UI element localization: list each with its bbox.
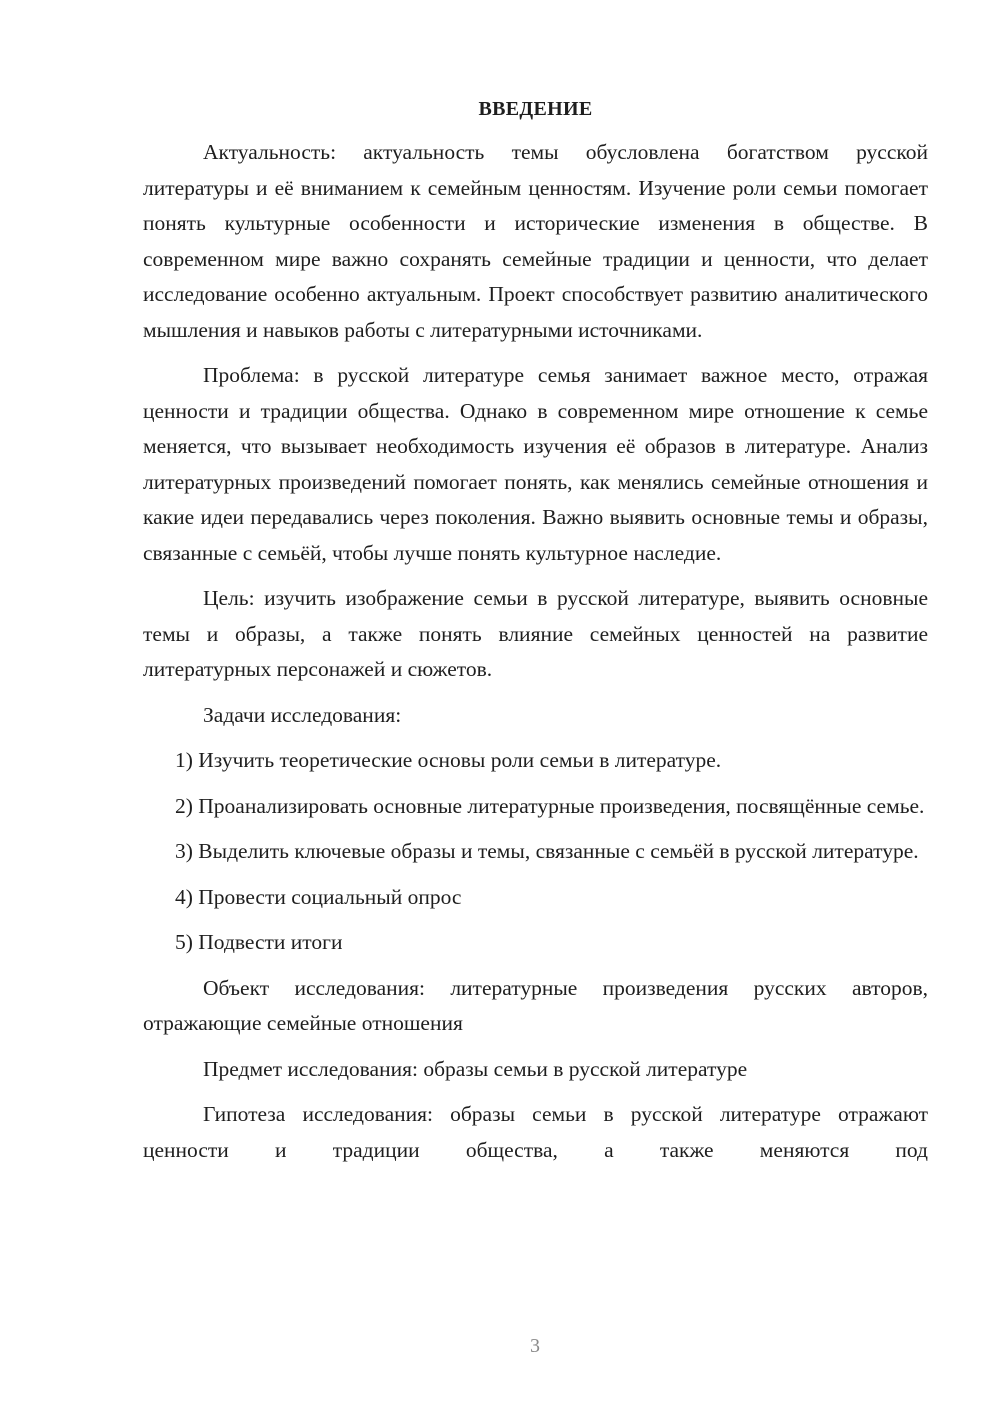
paragraph-hypothesis: Гипотеза исследования: образы семьи в русской литературе отражают ценности и традиции общества, а также меняются под: [143, 1102, 928, 1162]
task-item-2: 2) Проанализировать основные литературные произведения, посвящённые семье.: [175, 793, 925, 818]
paragraph-goal: Цель: изучить изображение семьи в русской литературе, выявить основные темы и образы, а также понять влияние семейных ценностей на развитие литературных персонажей и сюжетов.: [143, 586, 928, 681]
paragraph-relevance: Актуальность: актуальность темы обусловлена богатством русской литературы и её вниманием к семейным ценностям. Изучение роли семьи помогает понять культурные особенности и исторические изменения в обществе. В современном мире важно сохранять семейные традиции и ценности, что делает исследование особенно актуальным. Проект способствует развитию аналитического мышления и навыков работы с литературными источниками.: [143, 140, 928, 342]
task-item-3: 3) Выделить ключевые образы и темы, связанные с семьёй в русской литературе.: [175, 839, 919, 863]
paragraph-object: Объект исследования: литературные произведения русских авторов, отражающие семейные отношения: [143, 975, 928, 1035]
paragraph-tasks-title: Задачи исследования:: [203, 702, 402, 727]
page-number: 3: [530, 1335, 540, 1357]
task-item-1: 1) Изучить теоретические основы роли семьи в литературе.: [175, 748, 722, 772]
task-item-5: 5) Подвести итоги: [175, 930, 343, 954]
paragraph-subject: Предмет исследования: образы семьи в русской литературе: [203, 1056, 748, 1081]
paragraph-problem: Проблема: в русской литературе семья занимает важное место, отражая ценности и традиции общества. Однако в современном мире отношение к семье меняется, что вызывает необходимость изучения её образов в литературе. Анализ литературных произведений помогает понять, как менялись семейные отношения и какие идеи передавались через поколения. Важно выявить основные темы и образы, связанные с семьёй, чтобы лучше понять культурное наследие.: [143, 363, 928, 565]
task-item-4: 4) Провести социальный опрос: [175, 884, 462, 909]
document-body: [143, 94, 928, 1168]
page-title: ВВЕДЕНИЕ: [478, 98, 593, 120]
